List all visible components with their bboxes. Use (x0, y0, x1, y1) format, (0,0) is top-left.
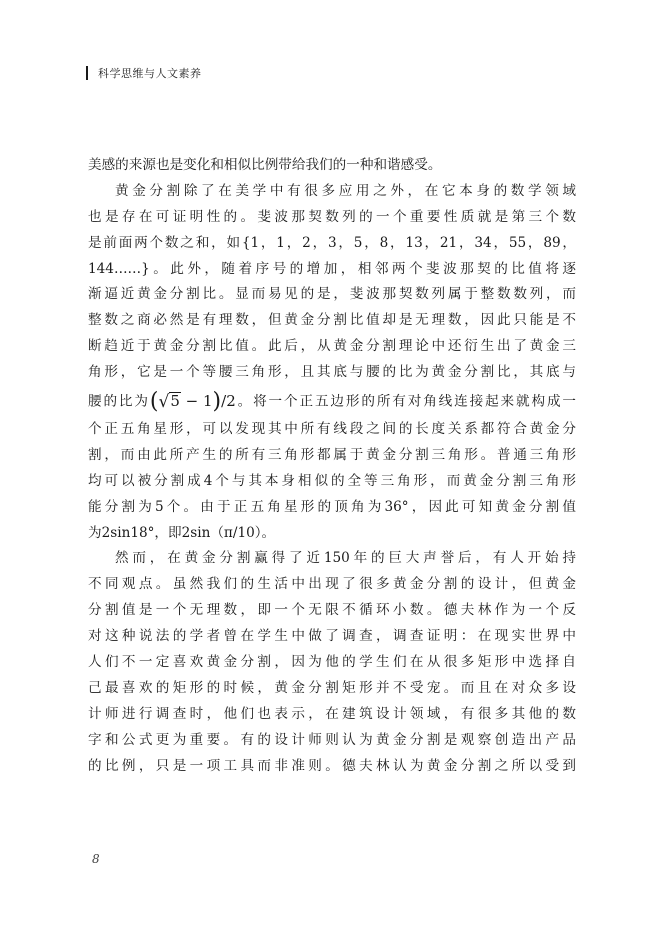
paragraph-2-line: 断趋近于黄金分割比值。此后，从黄金分割理论中还衍生出了黄金三 (88, 338, 576, 355)
page-number: 8 (92, 852, 100, 866)
paragraph-2-line: 个正五角星形，可以发现其中所有线段之间的长度关系都符合黄金分 (88, 421, 576, 438)
paragraph-2-line: 能分割为5个。由于正五角星形的顶角为36°，因此可知黄金分割值 (88, 498, 576, 515)
formula-lead-text: 腰的比为 (88, 393, 150, 410)
formula-radicand: 5 (170, 392, 180, 411)
body-text (88, 153, 576, 779)
formula-close-paren: ) (212, 389, 222, 415)
paragraph-3-line: 计师进行调查时，他们也表示，在建筑设计领域，有很多其他的数 (88, 705, 576, 722)
paragraph-2-line: 黄金分割除了在美学中有很多应用之外，在它本身的数学领域 (115, 182, 576, 199)
formula-minus: − (185, 392, 199, 411)
header-rule (86, 66, 88, 80)
paragraph-3-line: 字和公式更为重要。有的设计师则认为黄金分割是观察创造出产品 (88, 731, 576, 748)
paragraph-2-line: 渐逼近黄金分割比。显而易见的是，斐波那契数列属于整数数列，而 (88, 286, 576, 303)
radical-sign-icon: √ (158, 392, 170, 413)
paragraph-3-line: 己最喜欢的矩形的时候，黄金分割矩形并不受宠。而且在对众多设 (88, 679, 576, 696)
paragraph-3-line: 对这种说法的学者曾在学生中做了调查，调查证明：在现实世界中 (88, 628, 576, 645)
paragraph-2-line: 整数之商必然是有理数，但黄金分割比值却是无理数，因此只能是不 (88, 312, 576, 329)
formula-trail-text: 。将一个正五边形的所有对角线连接起来就构成一 (235, 393, 576, 410)
golden-ratio-formula (150, 386, 236, 417)
paragraph-1-line: 美感的来源也是变化和相似比例带给我们的一种和谐感受。 (88, 157, 442, 173)
paragraph-2-line: 是前面两个数之和，如{1，1，2，3，5，8，13，21，34，55，89， (88, 234, 576, 251)
paragraph-2-line: 角形，它是一个等腰三角形，且其底与腰的比为黄金分割比，其底与 (88, 364, 576, 381)
paragraph-2-line: 也是存在可证明性的。斐波那契数列的一个重要性质就是第三个数 (88, 208, 576, 225)
header-title: 科学思维与人文素养 (98, 67, 202, 80)
formula-divisor: /2 (221, 392, 236, 411)
paragraph-2-line: 为2sin18°，即2sin（π/10）。 (88, 524, 276, 541)
paragraph-3-line: 人们不一定喜欢黄金分割，因为他的学生们在从很多矩形中选择自 (88, 654, 576, 671)
paragraph-2-line: 割，而由此所产生的所有三角形都属于黄金分割三角形。普通三角形 (88, 446, 576, 463)
formula-one: 1 (203, 392, 213, 411)
paragraph-2-line: 144……}。此外，随着序号的增加，相邻两个斐波那契的比值将逐 (88, 260, 576, 277)
paragraph-3-line: 的比例，只是一项工具而非准则。德夫林认为黄金分割之所以受到 (88, 757, 576, 774)
formula-open-paren: ( (149, 389, 159, 415)
paragraph-3-line: 不同观点。虽然我们的生活中出现了很多黄金分割的设计，但黄金 (88, 576, 576, 593)
paragraph-3-line: 分割值是一个无理数，即一个无限不循环小数。德夫林作为一个反 (88, 602, 576, 619)
running-header (86, 64, 202, 82)
paragraph-3-line: 然而，在黄金分割赢得了近150年的巨大声誉后，有人开始持 (115, 550, 576, 567)
paragraph-2-formula-line (88, 386, 576, 417)
paragraph-2-line: 均可以被分割成4个与其本身相似的全等三角形，而黄金分割三角形 (88, 472, 576, 489)
